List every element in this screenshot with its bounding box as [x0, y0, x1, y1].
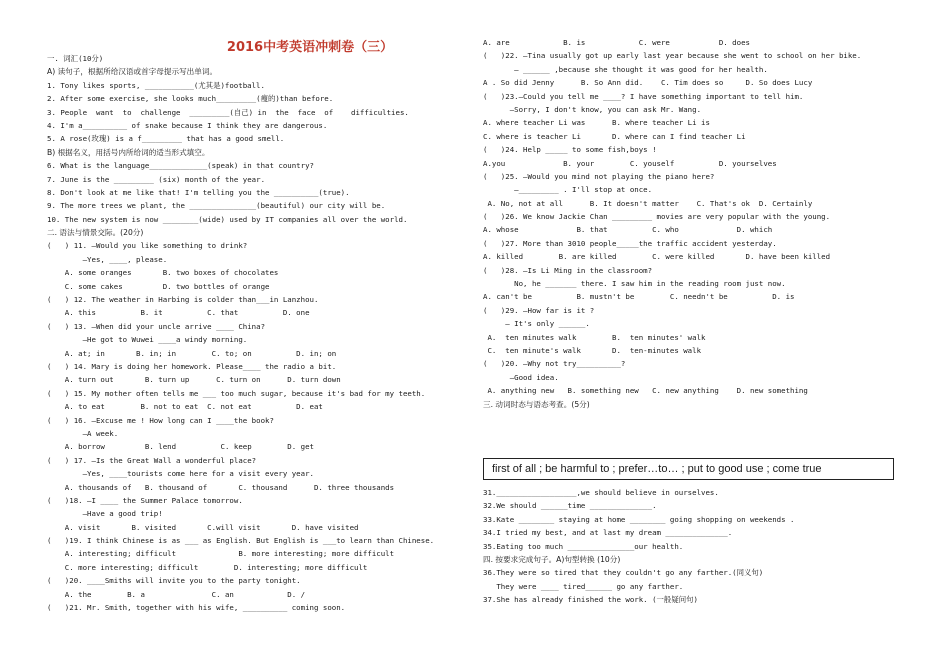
right-column: [483, 36, 913, 411]
question-line: ( )19. I think Chinese is as ___ as English. But English is ___to learn than Chinese.: [47, 536, 435, 546]
left-column: [47, 52, 452, 614]
option-line: A. No, not at all B. It doesn't matter C. That's ok D. Certainly: [483, 198, 813, 208]
question-line: ( ) 14. Mary is doing her homework. Please____ the radio a bit.: [47, 361, 337, 371]
option-line: A. some oranges B. two boxes of chocolates: [47, 268, 279, 278]
question-line: —He got to Wuwei ____a windy morning.: [47, 335, 248, 345]
option-line: A. where teacher Li was B. where teacher Li is: [483, 118, 710, 128]
option-line: C. more interesting; difficult D. interesting; more difficult: [47, 562, 368, 572]
question-line: —Have a good trip!: [47, 509, 163, 519]
question-line: ( ) 15. My mother often tells me ___ too much sugar, because it's bad for my teeth.: [47, 388, 426, 398]
question-line: ( )20. ____Smiths will invite you to the party tonight.: [47, 576, 301, 586]
option-line: C. where is teacher Li D. where can I find teacher Li: [483, 131, 746, 141]
section-heading: 一. 词汇(10分): [47, 54, 104, 63]
instruction-line: B) 根据名义，用括号内所给词的适当形式填空。: [47, 147, 210, 157]
option-line: A. turn out B. turn up C. turn on D. turn down: [47, 375, 341, 385]
question-line: 32.We should ______time ______________.: [483, 501, 657, 511]
question-line: ( )21. Mr. Smith, together with his wife, __________ coming soon.: [47, 603, 346, 613]
option-line: A. are B. is C. were D. does: [483, 38, 750, 47]
question-line: 1. Tony likes sports, ___________(尤其是)football.: [47, 80, 265, 90]
question-line: ( )28. —Is Li Ming in the classroom?: [483, 265, 653, 275]
option-line: A. the B. a C. an D. /: [47, 589, 306, 599]
option-line: A. thousands of B. thousand of C. thousand D. three thousands: [47, 482, 395, 492]
question-line: 34.I tried my best, and at last my dream ______________.: [483, 528, 733, 538]
question-line: 2. After some exercise, she looks much_________(瘦的)than before.: [47, 94, 334, 104]
question-line: 6. What is the language_____________(speak) in that country?: [47, 161, 314, 171]
question-line: No, he _______ there. I saw him in the reading room just now.: [483, 279, 786, 289]
question-line: 5. A rose(玫瑰) is a f_________ that has a good smell.: [47, 134, 285, 144]
question-line: 8. Don't look at me like that! I'm telling you the __________(true).: [47, 187, 350, 197]
question-line: ( )26. We know Jackie Chan _________ movies are very popular with the young.: [483, 212, 831, 222]
question-line: —A week.: [47, 428, 119, 438]
question-line: ( ) 11. —Would you like something to drink?: [47, 241, 248, 251]
option-line: A. anything new B. something new C. new anything D. new something: [483, 386, 808, 396]
question-line: ( )25. —Would you mind not playing the piano here?: [483, 171, 715, 181]
section-heading: 三. 动词时态与语态考查。(5分): [483, 399, 590, 409]
question-line: ( ) 13. —When did your uncle arrive ____ China?: [47, 321, 266, 331]
option-line: A. this B. it C. that D. one: [47, 308, 310, 318]
question-line: ( ) 12. The weather in Harbing is colder than___in Lanzhou.: [47, 295, 319, 305]
question-line: —Sorry, I don't know, you can ask Mr. Wang.: [483, 104, 702, 114]
option-line: A. can't be B. mustn't be C. needn't be D. is: [483, 292, 795, 302]
question-line: ( )18. —I ____ the Summer Palace tomorrow.: [47, 495, 243, 505]
question-line: ( ) 17. —Is the Great Wall a wonderful place?: [47, 455, 257, 465]
option-line: A. borrow B. lend C. keep D. get: [47, 442, 314, 452]
instruction-line: A) 读句子，根据所给汉语或首字母提示写出单词。: [47, 67, 218, 77]
question-line: 36.They were so tired that they couldn't go any farther.(同义句): [483, 568, 764, 578]
word-bank-box: first of all ; be harmful to ; prefer…to… ; put to good use ; come true: [483, 458, 894, 480]
question-line: They were ____ tired______ go any farther.: [483, 581, 684, 591]
question-line: —Yes, ____tourists come here for a visit every year.: [47, 469, 314, 479]
option-line: A. visit B. visited C.will visit D. have visited: [47, 522, 359, 532]
option-line: A. at; in B. in; in C. to; on D. in; on: [47, 348, 337, 358]
question-line: — It's only ______.: [483, 319, 590, 329]
question-line: ( )27. More than 3010 people_____the traffic accident yesterday.: [483, 238, 777, 248]
question-line: ( )24. Help _____ to some fish,boys !: [483, 145, 657, 155]
option-line: A. whose B. that C. who D. which: [483, 225, 773, 235]
option-line: A. interesting; difficult B. more interesting; more difficult: [47, 549, 395, 559]
option-line: A. killed B. are killed C. were killed D. have been killed: [483, 252, 831, 262]
question-line: —_________ . I'll stop at once.: [483, 185, 653, 195]
option-line: A. ten minutes walk B. ten minutes' walk: [483, 332, 706, 342]
question-line: — ______ ,because she thought it was good for her health.: [483, 64, 768, 74]
question-line: ( )20. —Why not try__________?: [483, 359, 626, 369]
page-title: 2016中考英语冲刺卷（三）: [226, 40, 394, 55]
question-line: ( )23.—Could you tell me ____? I have something important to tell him.: [483, 91, 804, 101]
section-heading: 四. 按要求完成句子。A)句型转换 (10分): [483, 554, 621, 564]
option-line: C. some cakes D. two bottles of orange: [47, 281, 270, 291]
question-line: 9. The more trees we plant, the _______________(beautiful) our city will be.: [47, 201, 386, 211]
question-line: 4. I'm a__________ of snake because I think they are dangerous.: [47, 120, 328, 130]
question-line: 35.Eating too much _______________our health.: [483, 541, 684, 551]
question-line: 7. June is the _________ (six) month of the year.: [47, 174, 266, 184]
option-line: A . So did Jenny B. So Ann did. C. Tim does so D. So does Lucy: [483, 78, 813, 88]
question-line: 37.She has already finished the work. (一般疑问句): [483, 595, 698, 605]
question-line: ( )29. —How far is it ?: [483, 305, 595, 315]
question-line: —Good idea.: [483, 372, 559, 382]
question-line: ( ) 16. —Excuse me ! How long can I ____the book?: [47, 415, 274, 425]
question-line: 3. People want to challenge _________(自己) in the face of difficulties.: [47, 107, 409, 117]
option-line: A. to eat B. not to eat C. not eat D. eat: [47, 402, 323, 412]
section-heading: 二. 语法与情景交际。(20分): [47, 228, 144, 238]
question-line: —Yes, ____, please.: [47, 254, 168, 264]
right-column-lower: [483, 486, 913, 607]
question-line: 31.__________________,we should believe in ourselves.: [483, 488, 719, 497]
question-line: ( )22. —Tina usually got up early last year because she went to school on her bike.: [483, 51, 862, 61]
option-line: C. ten minute's walk D. ten-minutes walk: [483, 345, 702, 355]
question-line: 33.Kate ________ staying at home ________ going shopping on weekends .: [483, 514, 795, 524]
question-line: 10. The new system is now ________(wide) used by IT companies all over the world.: [47, 214, 408, 224]
option-line: A.you B. your C. youself D. yourselves: [483, 158, 777, 168]
